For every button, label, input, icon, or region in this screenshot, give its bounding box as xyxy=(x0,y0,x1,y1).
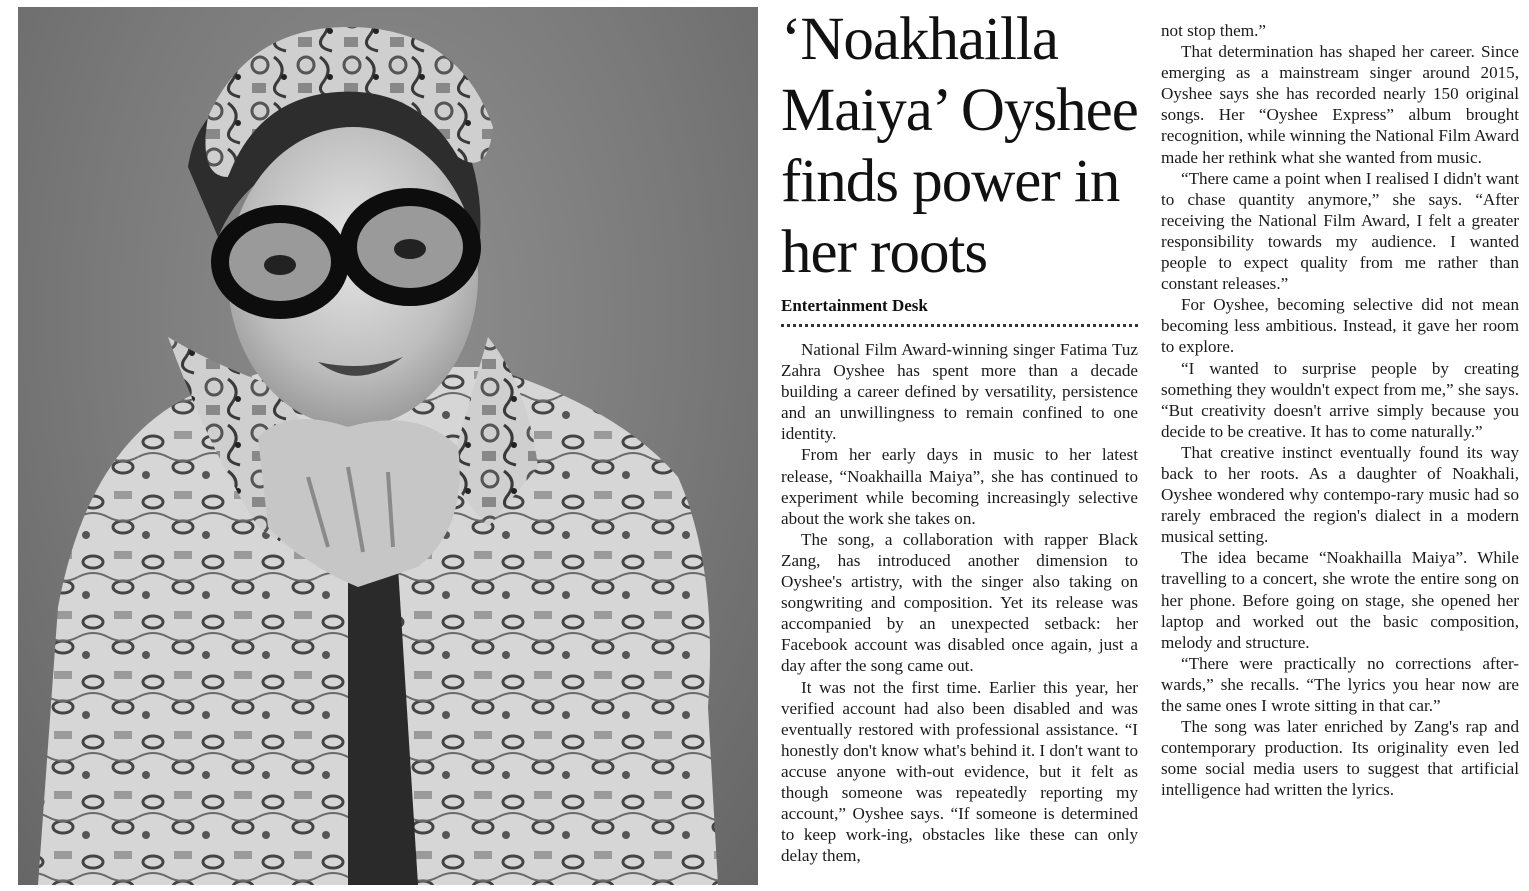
article-column-2 xyxy=(1161,20,1519,800)
paragraph: National Film Award-winning singer Fatima Tuz Zahra Oyshee has spent more than a decade building a career defined by versatility, persistence and an unwillingness to remain confined to one identity. xyxy=(781,340,1138,444)
paragraph-continuation: not stop them.” xyxy=(1161,21,1266,40)
portrait-photo xyxy=(18,7,758,885)
byline: Entertainment Desk xyxy=(781,294,1138,327)
article-headline: ‘Noakhailla Maiya’ Oyshee finds power in her roots xyxy=(781,6,1138,286)
paragraph: The idea became “Noakhailla Maiya”. While travelling to a concert, she wrote the entire song on her phone. Before going on stage, she opened her laptop and worked out the basic composition, melody and structure. xyxy=(1161,548,1519,652)
paragraph: For Oyshee, becoming selective did not mean becoming less ambitious. Instead, it gave her room to explore. xyxy=(1161,295,1519,357)
portrait-illustration xyxy=(18,7,758,885)
paragraph: It was not the first time. Earlier this year, her verified account had also been disabled and was eventually restored with professional assistance. “I honestly don't know what's behind it. I don't want to accuse anyone with-out evidence, but it felt as though someone was repeatedly reporting my account,” Oyshee says. “If someone is determined to keep work-ing, obstacles like these can only delay them, xyxy=(781,677,1138,866)
paragraph: The song, a collaboration with rapper Black Zang, has introduced another dimension to Oyshee's artistry, with the singer also taking on songwriting and composition. Yet its release was accompanied by an unexpected setback: her Facebook account was disabled once again, just a day after the song came out. xyxy=(781,529,1138,676)
paragraph: That creative instinct eventually found its way back to her roots. As a daughter of Noakhali, Oyshee wondered why contempo-rary music had so rarely embraced the region's dialect in a modern musical setting. xyxy=(1161,442,1519,547)
paragraph: From her early days in music to her latest release, “Noakhailla Maiya”, she has continued to experiment while becoming increasingly selective about the work she takes on. xyxy=(781,445,1138,528)
paragraph: That determination has shaped her career. Since emerging as a mainstream singer around 2015, Oyshee says she has recorded nearly 150 original songs. Her “Oyshee Express” album brought recognition, while winning the National Film Award made her rethink what she wanted from music. xyxy=(1161,42,1519,167)
paragraph: “There were practically no corrections after-wards,” she recalls. “The lyrics you hear now are the same ones I wrote sitting in that car.” xyxy=(1161,653,1519,715)
paragraph: “I wanted to surprise people by creating something they wouldn't expect from me,” she says. “But creativity doesn't arrive simply because you decide to be creative. It has to come naturally.” xyxy=(1161,358,1519,441)
paragraph: “There came a point when I realised I didn't want to chase quantity anymore,” she says. “After receiving the National Film Award, I felt a greater responsibility towards my audience. I wanted people to expect quality from me rather than constant releases.” xyxy=(1161,168,1519,294)
article-column-1 xyxy=(781,339,1138,866)
paragraph: The song was later enriched by Zang's rap and contemporary production. Its originality even led some social media users to suggest that artificial intelligence had written the lyrics. xyxy=(1161,717,1519,800)
